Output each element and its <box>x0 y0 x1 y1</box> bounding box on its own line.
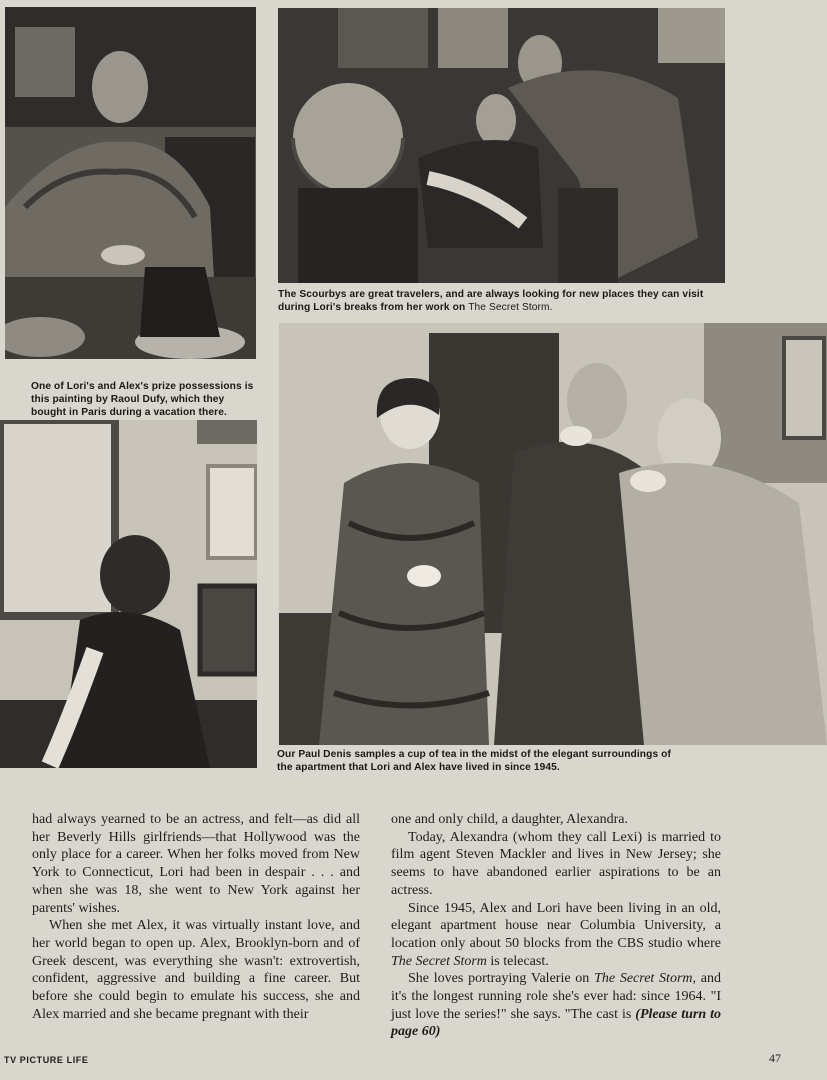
article-paragraph: Today, Alexandra (whom they call Lexi) is married to film agent Steven Mackler and lives in New Jersey; she seems to have abandoned earlier aspirations to be an actress. <box>391 829 721 898</box>
caption-globe-show: The Secret Storm. <box>468 302 553 313</box>
caption-painting: One of Lori's and Alex's prize possessions is this painting by Raoul Dufy, which they bought in Paris during a vacation there. <box>31 381 254 418</box>
photo-dufy-painting <box>0 420 257 768</box>
article-paragraph <box>391 900 721 971</box>
article-paragraph: When she met Alex, it was virtually instant love, and her world began to open up. Alex, Brooklyn-born and of Greek descent, was everything she wasn't: extrovertish, confident, aggressive and building a fine career. But before she could begin to emulate his success, she and Alex married and she became pregnant with their <box>32 918 360 1022</box>
caption-tea: Our Paul Denis samples a cup of tea in the midst of the elegant surroundings of the apartment that Lori and Alex have lived in since 1945. <box>277 749 671 773</box>
article-text: and it's the longest running role she's ever had: since 1964. "I just love the series!" she says. "The cast is <box>391 971 721 1022</box>
article-paragraph: one and only child, a daughter, Alexandra. <box>391 812 628 827</box>
page-number: 47 <box>769 1051 781 1065</box>
magazine-name: TV PICTURE LIFE <box>4 1055 89 1065</box>
article-text: She loves portraying Valerie on <box>408 971 595 987</box>
article-column-right <box>391 811 721 1041</box>
photo-globe-couple <box>278 8 725 283</box>
photo-tea-trio <box>279 323 827 745</box>
show-title: The Secret Storm <box>391 953 487 969</box>
article-text: is telecast. <box>486 953 549 969</box>
article-text: Since 1945, Alex and Lori have been living in an old, elegant apartment house near Columbia University, a location only about 50 blocks from the CBS studio where <box>391 900 721 951</box>
show-title: The Secret Storm, <box>594 971 697 987</box>
photo-lori-tea-table <box>5 7 256 359</box>
article-paragraph <box>391 970 721 1041</box>
article-paragraph: had always yearned to be an actress, and felt—as did all her Beverly Hills girlfriends—that Hollywood was the only place for a career. When her folks moved from New York to Connecticut, Lori had been in despair . . . and when she was 18, she went to New York against her parents' wishes. <box>32 812 360 916</box>
caption-globe-text: The Scourbys are great travelers, and are always looking for new places they can visit during Lori's breaks from her work on <box>278 289 704 313</box>
caption-globe <box>278 288 718 314</box>
continued-note: (Please turn to page 60) <box>391 1006 722 1040</box>
article-column-left <box>32 811 360 1023</box>
